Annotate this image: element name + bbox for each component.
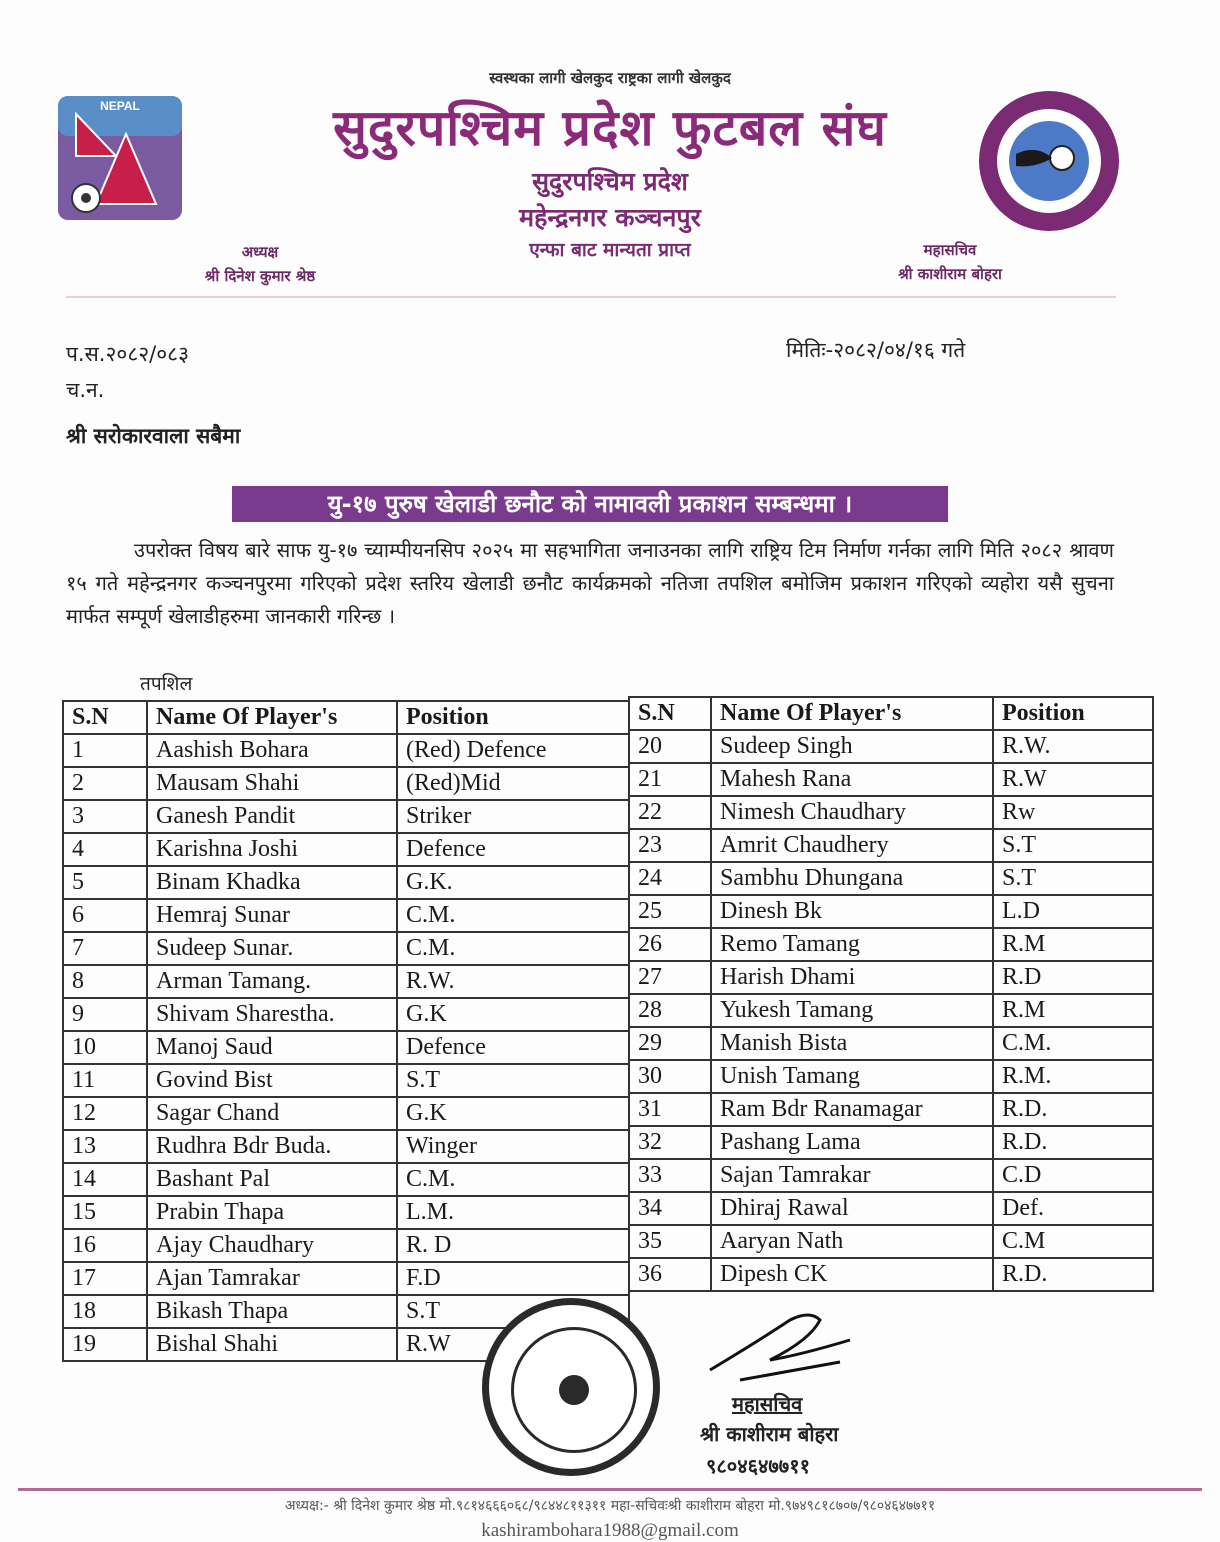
cell-player-name: Govind Bist bbox=[147, 1064, 397, 1097]
cell-player-name: Ajan Tamrakar bbox=[147, 1262, 397, 1295]
header-sn: S.N bbox=[629, 697, 711, 730]
cell-player-name: Aaryan Nath bbox=[711, 1225, 993, 1258]
table-row bbox=[63, 866, 629, 899]
football-icon bbox=[559, 1375, 589, 1405]
table-row bbox=[629, 1258, 1153, 1291]
header-sn: S.N bbox=[63, 701, 147, 734]
table-row bbox=[629, 1093, 1153, 1126]
cell-position: C.M. bbox=[993, 1027, 1153, 1060]
cell-sn: 13 bbox=[63, 1130, 147, 1163]
cell-position: C.M. bbox=[397, 1163, 629, 1196]
table-row bbox=[63, 833, 629, 866]
table-row bbox=[629, 1225, 1153, 1258]
cell-position: Def. bbox=[993, 1192, 1153, 1225]
letter-body bbox=[66, 534, 1114, 633]
cell-sn: 4 bbox=[63, 833, 147, 866]
table-row bbox=[629, 961, 1153, 994]
cell-player-name: Manish Bista bbox=[711, 1027, 993, 1060]
cell-position: R.M bbox=[993, 994, 1153, 1027]
cell-player-name: Ram Bdr Ranamagar bbox=[711, 1093, 993, 1126]
cell-position: (Red)Mid bbox=[397, 767, 629, 800]
cell-player-name: Ajay Chaudhary bbox=[147, 1229, 397, 1262]
cell-player-name: Sudeep Singh bbox=[711, 730, 993, 763]
cell-player-name: Karishna Joshi bbox=[147, 833, 397, 866]
cell-sn: 1 bbox=[63, 734, 147, 767]
cell-position: C.D bbox=[993, 1159, 1153, 1192]
table-row bbox=[63, 1229, 629, 1262]
dispatch-number: च.न. bbox=[66, 378, 105, 402]
table-row bbox=[629, 1027, 1153, 1060]
cell-sn: 35 bbox=[629, 1225, 711, 1258]
cell-position: R.M. bbox=[993, 1060, 1153, 1093]
cell-sn: 26 bbox=[629, 928, 711, 961]
cell-sn: 17 bbox=[63, 1262, 147, 1295]
reference-number: प.स.२०८२/०८३ bbox=[66, 342, 189, 366]
cell-sn: 33 bbox=[629, 1159, 711, 1192]
association-emblem-logo bbox=[976, 88, 1122, 234]
cell-sn: 23 bbox=[629, 829, 711, 862]
cell-position: C.M. bbox=[397, 932, 629, 965]
cell-player-name: Mahesh Rana bbox=[711, 763, 993, 796]
official-seal bbox=[482, 1298, 660, 1476]
cell-sn: 32 bbox=[629, 1126, 711, 1159]
president-title: अध्यक्ष bbox=[241, 243, 279, 261]
cell-sn: 22 bbox=[629, 796, 711, 829]
table-row bbox=[63, 899, 629, 932]
city-line: महेन्द्रनगर कञ्चनपुर bbox=[519, 203, 701, 232]
cell-player-name: Remo Tamang bbox=[711, 928, 993, 961]
table-row bbox=[629, 1192, 1153, 1225]
subject-banner: यु-१७ पुरुष खेलाडी छनौट को नामावली प्रकाशन सम्बन्धमा । bbox=[232, 486, 948, 522]
cell-player-name: Harish Dhami bbox=[711, 961, 993, 994]
cell-sn: 14 bbox=[63, 1163, 147, 1196]
table-row bbox=[629, 928, 1153, 961]
seal-inner-ring bbox=[511, 1327, 637, 1453]
cell-player-name: Hemraj Sunar bbox=[147, 899, 397, 932]
cell-position: Rw bbox=[993, 796, 1153, 829]
schedule-label: तपशिल bbox=[140, 673, 193, 695]
cell-position: R.W bbox=[397, 1328, 629, 1361]
cell-sn: 24 bbox=[629, 862, 711, 895]
cell-sn: 27 bbox=[629, 961, 711, 994]
table-row bbox=[63, 1196, 629, 1229]
table-row bbox=[63, 1262, 629, 1295]
letter-body-text: उपरोक्त विषय बारे साफ यु-१७ च्याम्पीयनसिप २०२५ मा सहभागिता जनाउनका लागि राष्ट्रिय टिम निर्माण गर्नका लागि मिति २०८२ श्रावण १५ गते महेन्द्रनगर कञ्चनपुरमा गरिएको प्रदेश स्तरिय खेलाडी छनौट कार्यक्रमको नतिजा तपशिल बमोजिम प्रकाशन गरिएको व्यहोरा यसै सुचना मार्फत सम्पूर्ण खेलाडीहरुमा जानकारी गरिन्छ । bbox=[66, 538, 1114, 628]
recognition-line: एन्फा बाट मान्यता प्राप्त bbox=[529, 239, 691, 261]
cell-player-name: Nimesh Chaudhary bbox=[711, 796, 993, 829]
cell-sn: 21 bbox=[629, 763, 711, 796]
players-table-right bbox=[628, 696, 1154, 1292]
cell-player-name: Amrit Chaudhery bbox=[711, 829, 993, 862]
cell-sn: 31 bbox=[629, 1093, 711, 1126]
cell-position: Winger bbox=[397, 1130, 629, 1163]
table-row bbox=[63, 1130, 629, 1163]
table-row bbox=[629, 1126, 1153, 1159]
cell-player-name: Pashang Lama bbox=[711, 1126, 993, 1159]
letter-date: मितिः-२०८२/०४/१६ गते bbox=[786, 338, 966, 362]
org-name: सुदुरपश्चिम प्रदेश फुटबल संघ bbox=[333, 99, 887, 157]
table-header-row bbox=[63, 701, 629, 734]
cell-sn: 25 bbox=[629, 895, 711, 928]
signatory-phone: ९८०४६४७७११ bbox=[706, 1454, 810, 1478]
footer-divider bbox=[18, 1488, 1202, 1491]
cell-sn: 10 bbox=[63, 1031, 147, 1064]
cell-player-name: Shivam Sharestha. bbox=[147, 998, 397, 1031]
cell-position: C.M bbox=[993, 1225, 1153, 1258]
cell-player-name: Sambhu Dhungana bbox=[711, 862, 993, 895]
table-row bbox=[629, 796, 1153, 829]
header-name: Name Of Player's bbox=[147, 701, 397, 734]
cell-position: S.T bbox=[993, 829, 1153, 862]
table-row bbox=[63, 932, 629, 965]
cell-position: R.M bbox=[993, 928, 1153, 961]
table-header-row bbox=[629, 697, 1153, 730]
cell-sn: 7 bbox=[63, 932, 147, 965]
cell-position: C.M. bbox=[397, 899, 629, 932]
table-row bbox=[63, 998, 629, 1031]
header-position: Position bbox=[397, 701, 629, 734]
players-table-left bbox=[62, 700, 630, 1362]
cell-sn: 8 bbox=[63, 965, 147, 998]
cell-player-name: Manoj Saud bbox=[147, 1031, 397, 1064]
table-row bbox=[629, 994, 1153, 1027]
secretary-name: श्री काशीराम बोहरा bbox=[898, 265, 1002, 283]
cell-sn: 19 bbox=[63, 1328, 147, 1361]
header-divider bbox=[66, 296, 1116, 298]
table-row bbox=[629, 1159, 1153, 1192]
cell-position: F.D bbox=[397, 1262, 629, 1295]
cell-player-name: Aashish Bohara bbox=[147, 734, 397, 767]
cell-sn: 11 bbox=[63, 1064, 147, 1097]
cell-position: S.T bbox=[993, 862, 1153, 895]
table-row bbox=[63, 767, 629, 800]
cell-position: R. D bbox=[397, 1229, 629, 1262]
cell-player-name: Dinesh Bk bbox=[711, 895, 993, 928]
table-row bbox=[63, 1064, 629, 1097]
cell-position: R.W bbox=[993, 763, 1153, 796]
cell-sn: 5 bbox=[63, 866, 147, 899]
header-name: Name Of Player's bbox=[711, 697, 993, 730]
cell-sn: 9 bbox=[63, 998, 147, 1031]
cell-player-name: Dhiraj Rawal bbox=[711, 1192, 993, 1225]
cell-sn: 29 bbox=[629, 1027, 711, 1060]
table-row bbox=[629, 763, 1153, 796]
secretary-title: महासचिव bbox=[923, 241, 977, 259]
cell-position: S.T bbox=[397, 1295, 629, 1328]
cell-position: (Red) Defence bbox=[397, 734, 629, 767]
table-row bbox=[629, 862, 1153, 895]
president-name: श्री दिनेश कुमार श्रेष्ठ bbox=[204, 267, 316, 285]
cell-position: R.D bbox=[993, 961, 1153, 994]
cell-position: G.K. bbox=[397, 866, 629, 899]
handwritten-signature bbox=[700, 1300, 860, 1400]
table-row bbox=[63, 800, 629, 833]
table-row bbox=[63, 1031, 629, 1064]
cell-sn: 2 bbox=[63, 767, 147, 800]
cell-position: Defence bbox=[397, 1031, 629, 1064]
cell-sn: 3 bbox=[63, 800, 147, 833]
cell-player-name: Ganesh Pandit bbox=[147, 800, 397, 833]
cell-position: L.M. bbox=[397, 1196, 629, 1229]
cell-position: R.W. bbox=[993, 730, 1153, 763]
cell-player-name: Yukesh Tamang bbox=[711, 994, 993, 1027]
cell-sn: 28 bbox=[629, 994, 711, 1027]
cell-player-name: Sajan Tamrakar bbox=[711, 1159, 993, 1192]
cell-player-name: Bashant Pal bbox=[147, 1163, 397, 1196]
cell-position: L.D bbox=[993, 895, 1153, 928]
cell-sn: 20 bbox=[629, 730, 711, 763]
table-row bbox=[629, 895, 1153, 928]
cell-sn: 12 bbox=[63, 1097, 147, 1130]
cell-position: G.K bbox=[397, 1097, 629, 1130]
addressee: श्री सरोकारवाला सबैमा bbox=[66, 424, 241, 448]
tagline: स्वस्थका लागी खेलकुद राष्ट्रका लागी खेलकुद bbox=[489, 69, 731, 87]
cell-position: S.T bbox=[397, 1064, 629, 1097]
cell-position: Defence bbox=[397, 833, 629, 866]
cell-position: R.D. bbox=[993, 1258, 1153, 1291]
cell-sn: 36 bbox=[629, 1258, 711, 1291]
table-row bbox=[629, 1060, 1153, 1093]
cell-position: R.D. bbox=[993, 1126, 1153, 1159]
cell-player-name: Arman Tamang. bbox=[147, 965, 397, 998]
cell-player-name: Unish Tamang bbox=[711, 1060, 993, 1093]
header-position: Position bbox=[993, 697, 1153, 730]
cell-player-name: Dipesh CK bbox=[711, 1258, 993, 1291]
cell-position: R.D. bbox=[993, 1093, 1153, 1126]
nepal-logo-text: NEPAL bbox=[100, 99, 140, 113]
table-row bbox=[63, 734, 629, 767]
cell-sn: 30 bbox=[629, 1060, 711, 1093]
table-row bbox=[629, 730, 1153, 763]
cell-player-name: Rudhra Bdr Buda. bbox=[147, 1130, 397, 1163]
table-row bbox=[63, 965, 629, 998]
province-line: सुदुरपश्चिम प्रदेश bbox=[532, 167, 688, 196]
table-row bbox=[629, 829, 1153, 862]
cell-sn: 18 bbox=[63, 1295, 147, 1328]
cell-sn: 34 bbox=[629, 1192, 711, 1225]
cell-player-name: Sudeep Sunar. bbox=[147, 932, 397, 965]
cell-player-name: Prabin Thapa bbox=[147, 1196, 397, 1229]
cell-player-name: Bikash Thapa bbox=[147, 1295, 397, 1328]
footer-email: kashirambohara1988@gmail.com bbox=[481, 1520, 739, 1541]
cell-player-name: Bishal Shahi bbox=[147, 1328, 397, 1361]
cell-sn: 6 bbox=[63, 899, 147, 932]
table-row bbox=[63, 1097, 629, 1130]
cell-player-name: Sagar Chand bbox=[147, 1097, 397, 1130]
table-row bbox=[63, 1163, 629, 1196]
cell-sn: 15 bbox=[63, 1196, 147, 1229]
cell-position: G.K bbox=[397, 998, 629, 1031]
cell-sn: 16 bbox=[63, 1229, 147, 1262]
signatory-name: श्री काशीराम बोहरा bbox=[700, 1422, 839, 1446]
cell-position: Striker bbox=[397, 800, 629, 833]
signatory-title: महासचिव bbox=[732, 1392, 803, 1416]
cell-player-name: Binam Khadka bbox=[147, 866, 397, 899]
cell-player-name: Mausam Shahi bbox=[147, 767, 397, 800]
footer-contacts: अध्यक्ष:- श्री दिनेश कुमार श्रेष्ठ मो.९८१४६६६०६८/९८४४८११३११ महा-सचिवःश्री काशीराम बोहरा मो.९७४९८१८७०७/९८०४६४७७११ bbox=[284, 1498, 936, 1514]
cell-position: R.W. bbox=[397, 965, 629, 998]
